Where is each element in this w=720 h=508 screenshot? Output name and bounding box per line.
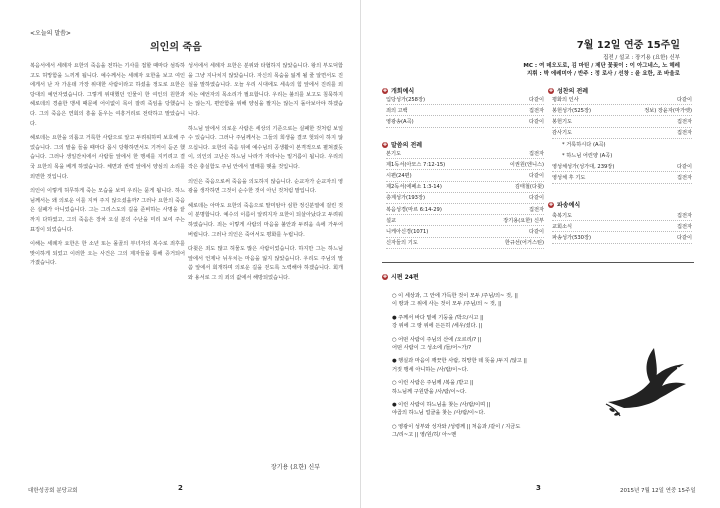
liturgy-row — [552, 172, 692, 183]
paragraph: 복음서에서 세례자 요한의 죽음을 전하는 기사를 접할 때마다 섬뜩하고도 허망함을 느끼게 됩니다. 예수께서는 세례자 요한을 보고 여인에게서 난 자 가운데 가장 위대한 사람이라고 하셨을 정도로 요한은 당대의 예언자였습니다. 그렇게 위대했던 인물이 한 여인의 원한과 헤로데의 경솔한 맹세 때문에 어이없이 목이 잘려 죽임을 당했습니다. 그의 죽음은 연회의 흥을 돋우는 여흥거리로 전락하고 말았습니다. — [30, 63, 185, 127]
liturgy-leader: 한규선(어거스틴) — [504, 240, 544, 247]
psalm-verse: ○ 이런 사람은 주님께 /복을 /받고 || 하느님께 구원받을 /사/람/이~다. — [392, 380, 474, 395]
psalm-verse: ● 주께서 바다 밑에 기둥을 /박으/시고 || 강 위에 그 땅 위에 든든히 /세우/셨다. || — [392, 314, 484, 330]
liturgy-leader: 집전자 — [676, 130, 692, 137]
psalm-verse: ● 행실과 마음이 깨끗한 사람, 허망한 데 뜻을 /두지 /않고 || 거짓 맹세 아니하는 /사/람/이~다. — [392, 358, 527, 373]
liturgy-item: 교회소식 — [552, 223, 573, 230]
gathering-list — [386, 94, 544, 128]
paragraph: 의인은 죽음으로써 죽음을 의도하지 않습니다. 순교자가 순교자의 영광을 생각하면 그것이 순수한 것이 아닌 것처럼 말입니다. — [188, 178, 343, 195]
liturgy-row — [552, 128, 692, 139]
liturgy-row — [386, 105, 544, 116]
liturgy-row — [552, 221, 692, 232]
divider — [382, 262, 694, 263]
psalm-verse: ● 이런 사람이 하느님을 찾는 /사/람/이며 || 야곱의 하느님 얼굴을 찾는 /사/람/이~다. — [392, 402, 491, 417]
liturgy-item: 영성체 후 기도 — [552, 174, 586, 181]
sacrament-list — [552, 94, 692, 184]
dismissal-list — [552, 210, 692, 244]
liturgy-row — [386, 238, 544, 249]
liturgy-item: 입당성가(258장) — [386, 96, 426, 103]
liturgy-item: 평화의 인사 — [552, 96, 579, 103]
psalm-verse: ○ 이 세상과, 그 안에 가득한 것이 모두 /주님/의~ 것, || 이 땅과 그 위에 사는 것이 모두 /주님/의 ~ 것, || — [392, 293, 518, 308]
liturgy-row — [552, 105, 692, 116]
section-dismissal-heading: ✚ 파송예식 — [548, 201, 581, 209]
section-word-heading: ✚ 말씀의 전례 — [382, 141, 423, 149]
liturgy-item: 감사기도 — [552, 130, 573, 137]
paragraph: 헤로데는 아마도 요한의 죽음으로 말미암아 심한 정신분열에 걸린 것이 분명합니다. 예수의 이름이 알려지자 요한이 되살아났다고 두려워하였습니다. 죄는 이렇게 사람의 마음을 불안과 두려움 속에 가두어 버립니다. 그러나 의인은 죽어서도 평화를 누립니다. — [188, 202, 343, 238]
liturgy-leader: 집전자 — [676, 212, 692, 219]
liturgy-item: 영광송(A곡) — [386, 118, 414, 125]
liturgy-item: 영성체성가(성가대, 239장) — [552, 163, 615, 170]
sermon-column-2 — [188, 62, 343, 288]
section-gathering-heading: ✚ 개회예식 — [382, 87, 415, 95]
liturgy-item: * 하느님 어린양 (A곡) — [562, 153, 613, 160]
sermon-column-1 — [30, 62, 185, 274]
liturgy-row — [386, 94, 544, 105]
liturgy-leader: 집전자 — [676, 118, 692, 125]
liturgy-leader: 다같이 — [528, 96, 544, 103]
footer-church: 대한성공회 분당교회 — [28, 488, 78, 494]
dove-olive-branch-icon — [598, 342, 690, 426]
meta-line: 집전 / 설교 : 장기용 (요한) 신부 — [603, 55, 680, 61]
sermon-title: 의인의 죽음 — [150, 42, 202, 53]
liturgy-item: 제2독서(에페소 1:3-14) — [386, 184, 442, 191]
liturgy-row — [386, 193, 544, 204]
liturgy-row — [552, 161, 692, 172]
liturgy-row — [552, 210, 692, 221]
liturgy-item: 축복기도 — [552, 212, 573, 219]
paragraph: 성서에서 세례자 요한은 분위와 타협하지 않았습니다. 왕의 부도덕함을 그냥 지나치지 않았습니다. 자신의 목숨을 잃게 될 줄 알면서도 진실을 말하였습니다. 오늘 우리 시대에도 세속의 힘 앞에서 진리를 외치는 예언자의 목소리가 필요합니다. 우리는 불의를 보고도 침묵하지는 않는지, 편안함을 위해 양심을 팔지는 않는지 돌아보아야 하겠습니다. — [188, 63, 343, 117]
cross-badge-icon: ✚ — [548, 87, 554, 94]
liturgy-item: 층계성가(193장) — [386, 195, 426, 202]
liturgy-leader: 다같이 — [676, 234, 692, 241]
liturgy-item: 설교 — [386, 217, 397, 224]
cross-badge-icon: ✚ — [548, 201, 554, 208]
liturgy-item: 시편(24편) — [386, 172, 412, 179]
psalm-verse: ○ 영광이 성부와 성자와 /성령께 || 처음과 /같이 / 지금도 그/리~고 || 영/원/히/ 아~멘 — [392, 423, 521, 439]
cross-badge-icon: ✚ — [382, 273, 388, 280]
liturgy-row — [386, 215, 544, 226]
liturgy-leader: 다같이 — [528, 195, 544, 202]
liturgy-item: 파송성가(530장) — [552, 234, 592, 241]
liturgy-row — [386, 159, 544, 170]
liturgy-leader: 집전자 — [676, 174, 692, 181]
liturgy-leader: 다같이 — [528, 118, 544, 125]
liturgy-row — [386, 148, 544, 159]
meta-line: MC : 여 데오도로, 김 마틴 / 제단 꽃꽂이 : 이 아그네스, 노 헤레 — [523, 63, 680, 69]
paragraph: 이해는 세례자 요한은 한 소년 또는 몰골의 부녀자의 복수로 죄후를 맞이하게 되었고 이러한 오는 사건은 그의 제자들을 통해 증거되어 가졌습니다. — [30, 241, 185, 267]
liturgy-leader: 다같이 — [676, 163, 692, 170]
page-number: 3 — [536, 484, 541, 492]
paragraph: 의인이 이렇게 허무하게 죽는 모습을 보며 우리는 묻게 됩니다. 하느님께서는 왜 의로운 이를 지켜 주지 않으셨을까? 그러나 요한의 죽음은 실패가 아니었습니다. 그는 그리스도의 길을 준비하는 사명을 끝까지 다하였고, 그의 죽음은 장차 오실 분의 수난을 미리 보여 주는 표징이 되었습니다. — [30, 188, 185, 233]
liturgy-row — [386, 116, 544, 127]
liturgy-row — [386, 182, 544, 193]
psalm-text — [392, 292, 592, 445]
liturgy-item: 신자들의 기도 — [386, 240, 418, 247]
liturgy-item: 본기도 — [386, 150, 402, 157]
liturgy-item: 봉헌기도 — [552, 118, 573, 125]
paragraph: 헤로데는 요한을 의롭고 거룩한 사람으로 알고 두려워하며 보호해 주었습니다. 그의 말을 들을 때마다 몹시 당황하면서도 기꺼이 듣곤 했습니다. 그러나 생일잔치에서 사람들 앞에서 한 맹세를 지키려고 결국 요한의 목을 베게 하였습니다. 체면과 권력 앞에서 양심의 소리를 외면한 것입니다. — [30, 135, 185, 180]
liturgy-leader: 집전자 — [676, 223, 692, 230]
liturgy-row — [552, 139, 692, 150]
liturgy-leader: 집전자 — [528, 107, 544, 114]
liturgy-row — [552, 94, 692, 105]
meta-line: 지휘 : 박 에레미아 / 반주 : 정 로사 / 선창 : 윤 요한, 조 바울로 — [526, 71, 680, 77]
liturgy-title: 7월 12일 연중 15주일 — [576, 40, 680, 51]
psalm-heading: ✚ 시편 24편 — [382, 273, 419, 281]
section-sacrament-heading: ✚ 성찬의 전례 — [548, 87, 589, 95]
cross-badge-icon: ✚ — [382, 87, 388, 94]
psalm-verse: ○ 어떤 사람이 주님의 산에 /오르리/? || 어떤 사람이 그 성소에 /들/어~가/? — [392, 336, 482, 352]
liturgy-row — [386, 226, 544, 237]
liturgy-item: 봉헌성가(525장) — [552, 107, 592, 114]
liturgy-row — [552, 150, 692, 161]
liturgy-leader: 다같이 — [676, 96, 692, 103]
liturgy-row — [386, 204, 544, 215]
liturgy-leader: 이권원(엔니스) — [509, 161, 544, 168]
liturgy-leader: 다같이 — [528, 172, 544, 179]
section-label: <오늘의 말씀> — [30, 30, 71, 37]
liturgy-item: 니케아신경(1071) — [386, 228, 429, 235]
paragraph: 다윗은 죄도 많고 허물도 많은 사람이었습니다. 하지만 그는 하느님 앞에서 언제나 뉘우치는 마음을 잃지 않았습니다. 우리도 주님의 말씀 앞에서 회개하며 의로운 길을 걷도록 노력해야 하겠습니다. 회개와 용서로 그 의 죄의 값에서 해방되었습니다. — [188, 246, 343, 281]
liturgy-item: 제1독서(아모스 7:12-15) — [386, 161, 446, 168]
paragraph: 하느님 앞에서 의로운 사람은 세상의 기준으로는 실패한 것처럼 보일 수 있습니다. 그러나 주님께서는 그들의 희생을 결코 헛되이 하지 않으십니다. 요한의 죽음 뒤에 예수님의 공생활이 본격적으로 펼쳐졌듯이, 의인의 고난은 하느님 나라가 자라나는 밑거름이 됩니다. 우리의 작은 충실함도 주님 안에서 열매를 맺을 것입니다. — [188, 125, 343, 170]
liturgy-item: 죄의 고백 — [386, 107, 408, 114]
liturgy-leader: 김태철(다윗) — [514, 184, 544, 191]
liturgy-leader: 집전자 — [528, 150, 544, 157]
liturgy-row — [386, 170, 544, 181]
sermon-signature: 장기용 (요한) 신부 — [270, 464, 320, 471]
liturgy-leader: 장기용(요한) 신부 — [503, 217, 544, 224]
liturgy-leader: 다같이 — [528, 228, 544, 235]
word-list — [386, 148, 544, 249]
cross-badge-icon: ✚ — [382, 141, 388, 148]
liturgy-leader: 집전자 — [528, 206, 544, 213]
liturgy-ministers — [523, 54, 680, 78]
liturgy-leader: 정보) 장윤자(마가렛) — [644, 107, 692, 114]
liturgy-row — [552, 116, 692, 127]
page-number: 2 — [178, 484, 183, 492]
liturgy-item: * 거룩하시다 (A곡) — [562, 141, 606, 148]
liturgy-row — [552, 232, 692, 243]
footer-date: 2015년 7월 12일 연중 15주일 — [620, 488, 696, 494]
liturgy-item: 복음성경(마르 6:14-29) — [386, 206, 442, 213]
